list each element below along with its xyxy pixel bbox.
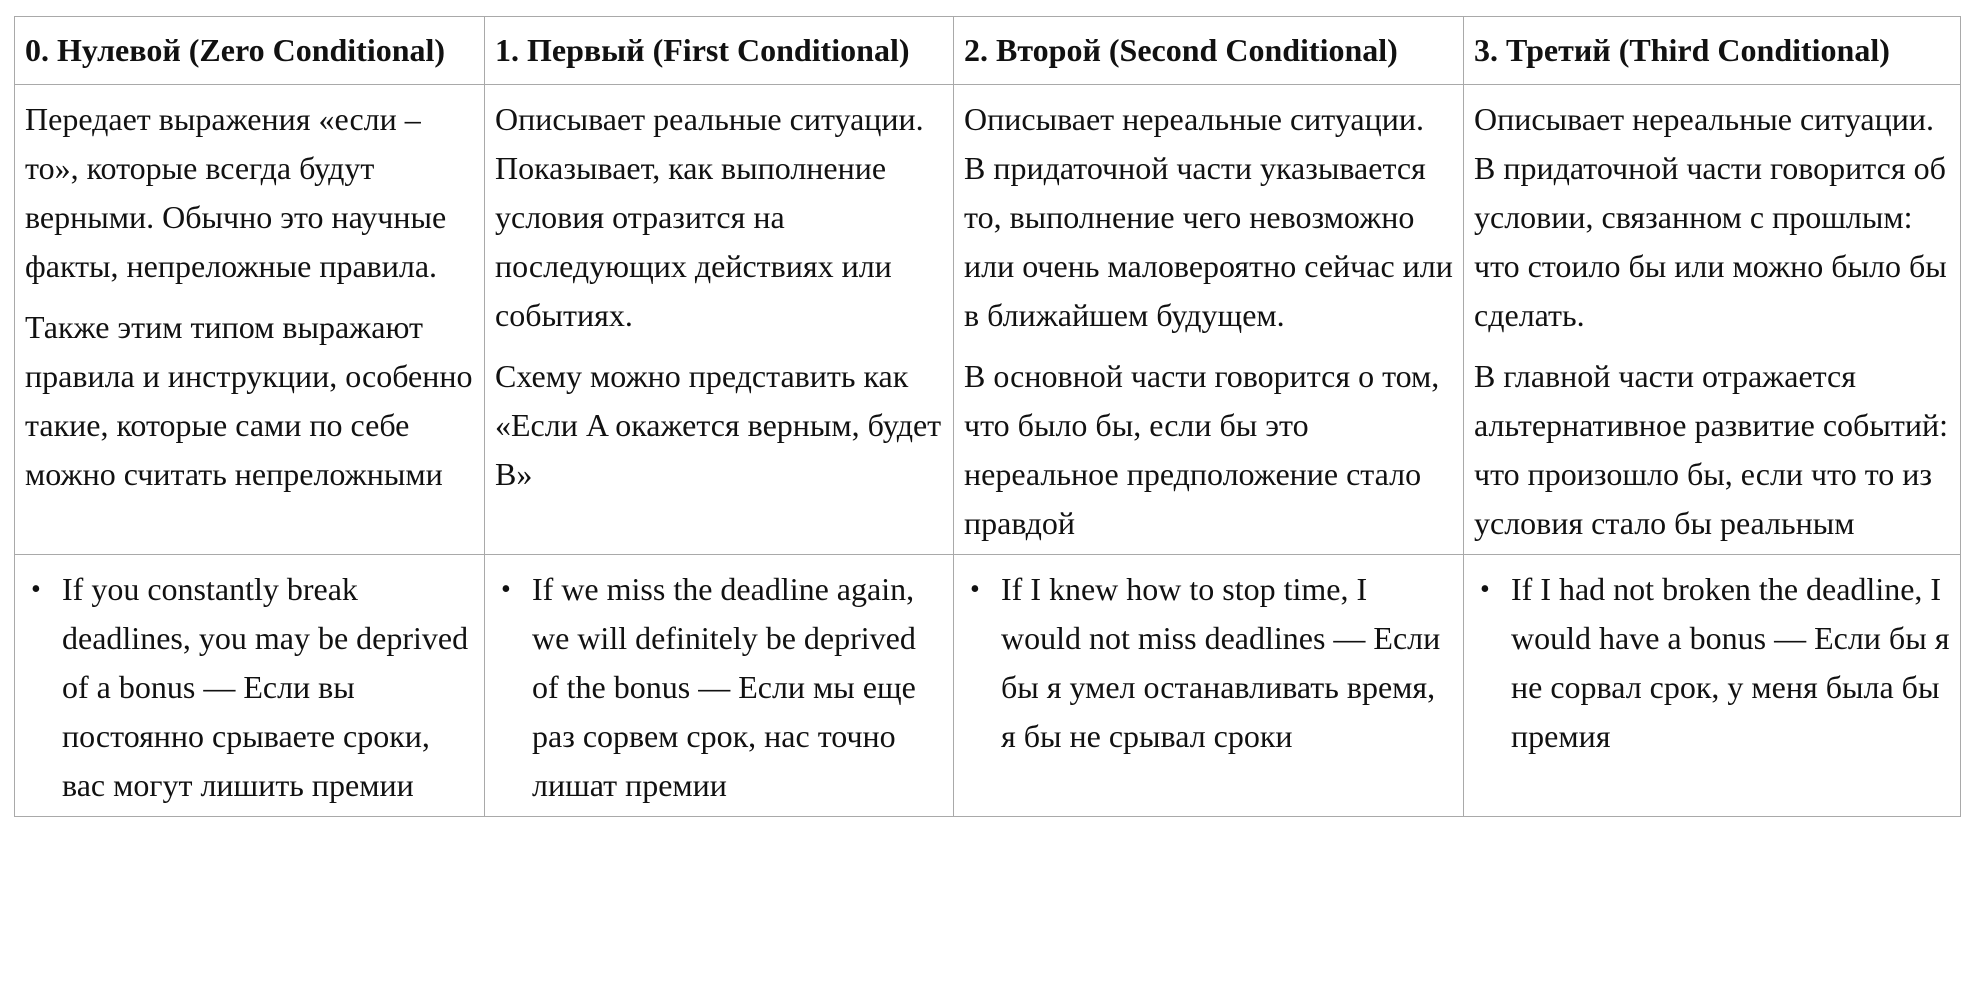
bullet-icon: • [31,574,41,605]
list-item [1480,565,1950,761]
example-text: If you constantly break deadlines, you may be deprived of a bonus — Если вы постоянно срываете сроки, вас могут лишить премии [62,571,469,803]
list-item [970,565,1453,761]
list-item [31,565,474,810]
description-paragraph: Описывает нереальные ситуации. В придаточной части указывается то, выполнение чего невозможно или очень маловероятно сейчас или в ближайшем будущем. [964,101,1453,333]
description-paragraph: Также этим типом выражают правила и инструкции, особенно такие, которые сами по себе можно считать непреложными [25,309,473,492]
example-text: If we miss the deadline again, we will definitely be deprived of the bonus — Если мы еще раз сорвем срок, нас точно лишат премии [532,571,916,803]
example-row [15,555,1961,817]
example-list [25,565,474,810]
description-paragraph: Передает выражения «если – то», которые всегда будут верными. Обычно это научные факты, непреложные правила. [25,101,447,284]
description-cell-zero [15,85,485,555]
header-third-conditional: 3. Третий (Third Conditional) [1464,17,1961,85]
example-text: If I had not broken the deadline, I would have a bonus — Если бы я не сорвал срок, у меня была бы премия [1511,571,1950,754]
example-list [1474,565,1950,761]
example-text: If I knew how to stop time, I would not miss deadlines — Если бы я умел останавливать время, я бы не срывал сроки [1001,571,1441,754]
conditionals-table [14,16,1961,817]
header-first-conditional: 1. Первый (First Conditional) [485,17,954,85]
bullet-icon: • [970,574,980,605]
description-paragraph: Схему можно представить как «Если A окажется верным, будет B» [495,358,942,492]
header-second-conditional: 2. Второй (Second Conditional) [954,17,1464,85]
example-list [964,565,1453,761]
bullet-icon: • [501,574,511,605]
description-cell-first [485,85,954,555]
example-list [495,565,943,810]
list-item [501,565,943,810]
description-row [15,85,1961,555]
description-cell-third [1464,85,1961,555]
description-paragraph: Описывает нереальные ситуации. В придаточной части говорится об условии, связанном с прошлым: что стоило бы или можно было бы сделать. [1474,101,1947,333]
example-cell-third [1464,555,1961,817]
description-paragraph: Описывает реальные ситуации. Показывает, как выполнение условия отразится на последующих действиях или событиях. [495,101,924,333]
conditionals-table-container [14,16,1960,817]
header-row [15,17,1961,85]
example-cell-first [485,555,954,817]
bullet-icon: • [1480,574,1490,605]
description-cell-second [954,85,1464,555]
example-cell-zero [15,555,485,817]
header-zero-conditional: 0. Нулевой (Zero Conditional) [15,17,485,85]
description-paragraph: В основной части говорится о том, что было бы, если бы это нереальное предположение стало правдой [964,358,1440,541]
example-cell-second [954,555,1464,817]
description-paragraph: В главной части отражается альтернативное развитие событий: что произошло бы, если что то из условия стало бы реальным [1474,358,1948,541]
